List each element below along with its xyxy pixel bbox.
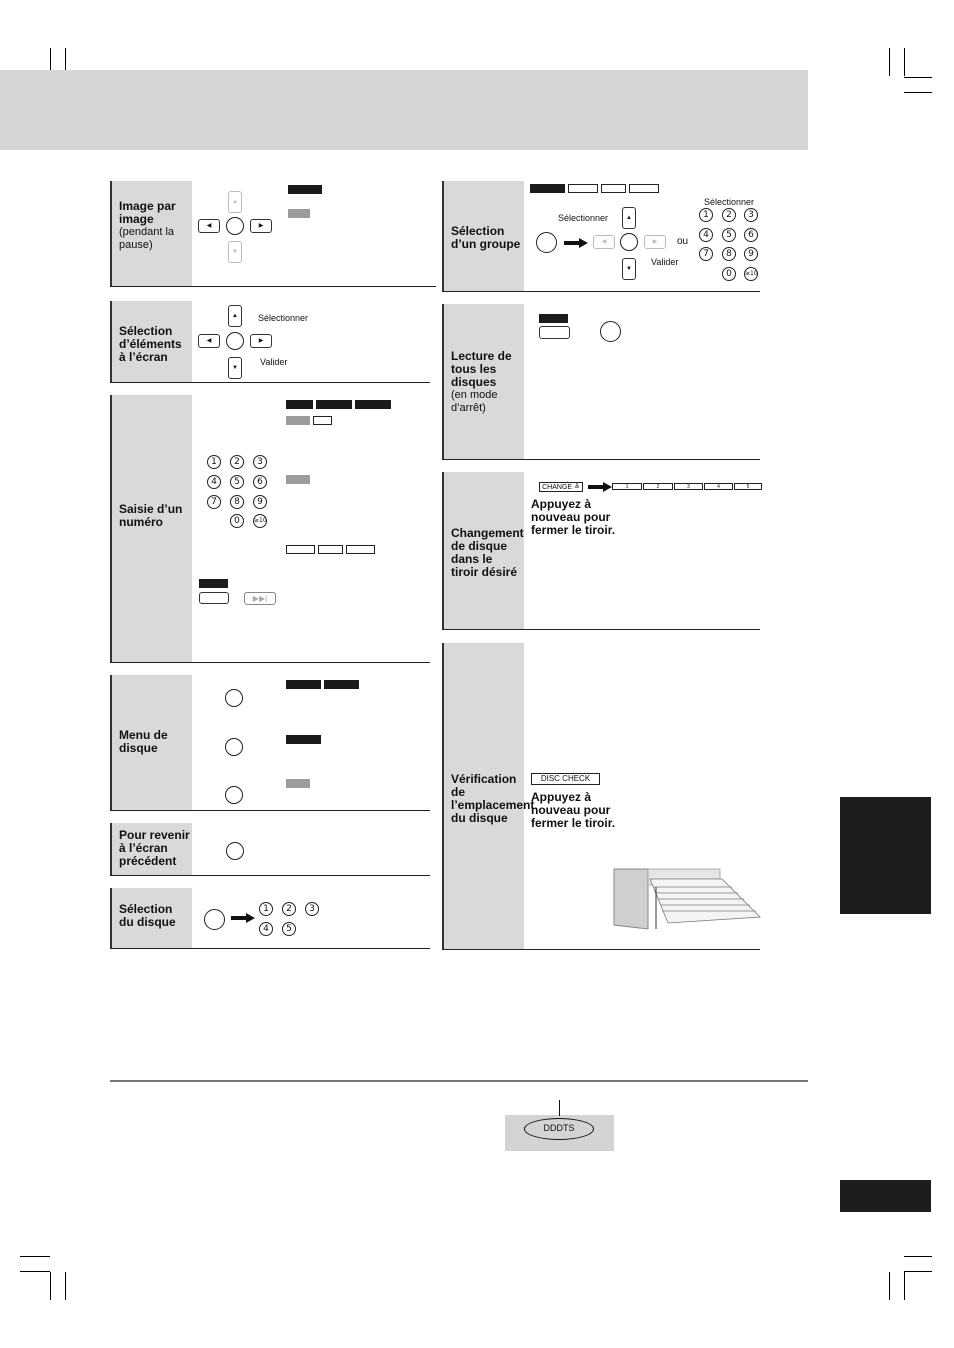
tray-2[interactable]: 2 bbox=[643, 483, 673, 490]
crop-mark bbox=[20, 1271, 50, 1272]
number-key[interactable]: 7 bbox=[699, 247, 713, 261]
section-title: Sélection d’un groupe bbox=[451, 224, 521, 251]
section-group-select bbox=[442, 181, 760, 292]
crop-mark bbox=[20, 1256, 50, 1257]
disc-button[interactable] bbox=[204, 909, 225, 930]
skip-icon[interactable]: ▶▶| bbox=[244, 592, 276, 605]
tray-4[interactable]: 4 bbox=[704, 483, 733, 490]
all-discs-key[interactable] bbox=[539, 326, 570, 339]
section-back bbox=[110, 823, 430, 876]
section-label bbox=[110, 395, 192, 662]
select-keys-label: Sélectionner bbox=[704, 197, 755, 207]
crop-mark bbox=[904, 92, 932, 93]
disc-tray-illustration bbox=[610, 865, 762, 935]
section-select-items bbox=[110, 301, 430, 383]
crop-mark bbox=[904, 77, 932, 78]
number-key[interactable]: 6 bbox=[744, 228, 758, 242]
enter-button[interactable] bbox=[226, 217, 244, 235]
section-title: Menu de disque bbox=[119, 728, 168, 755]
number-key[interactable]: 4 bbox=[207, 475, 221, 489]
section-label bbox=[442, 304, 524, 459]
tray-1[interactable]: 1 bbox=[612, 483, 642, 490]
disc-number-key[interactable]: 2 bbox=[282, 902, 296, 916]
disc-number-key[interactable]: 5 bbox=[282, 922, 296, 936]
number-key[interactable]: 5 bbox=[230, 475, 244, 489]
disc-type-badge bbox=[286, 680, 321, 689]
close-instruction: Appuyez à nouveau pour fermer le tiroir. bbox=[531, 790, 616, 830]
number-key[interactable]: 2 bbox=[230, 455, 244, 469]
disc-type-badge bbox=[286, 475, 310, 484]
play-button[interactable] bbox=[600, 321, 621, 342]
disc-number-key[interactable]: 1 bbox=[259, 902, 273, 916]
disc-type-badge bbox=[286, 400, 313, 409]
right-key[interactable]: ▶ bbox=[250, 219, 272, 233]
right-key[interactable]: ▶ bbox=[644, 235, 666, 249]
section-label bbox=[442, 181, 524, 291]
disc-type-badge bbox=[316, 400, 352, 409]
disc-type-badge bbox=[568, 184, 598, 193]
section-label bbox=[442, 643, 535, 949]
number-key[interactable]: 9 bbox=[253, 495, 267, 509]
number-key[interactable]: 2 bbox=[722, 208, 736, 222]
divider bbox=[110, 1080, 808, 1082]
disc-type-badge bbox=[629, 184, 659, 193]
section-disc-menu bbox=[110, 675, 430, 811]
number-key[interactable]: 9 bbox=[744, 247, 758, 261]
section-title: Changement de disque dans le tiroir désiré bbox=[451, 526, 524, 579]
section-title: Vérification de l’emplacement du disque bbox=[451, 772, 535, 825]
number-key[interactable]: 4 bbox=[699, 228, 713, 242]
section-title: Sélection du disque bbox=[119, 902, 176, 929]
up-key[interactable]: ▲ bbox=[228, 191, 242, 213]
number-key[interactable]: 5 bbox=[722, 228, 736, 242]
menu-button[interactable] bbox=[225, 689, 243, 707]
section-disc-select bbox=[110, 888, 430, 949]
disc-number-key[interactable]: 4 bbox=[259, 922, 273, 936]
number-key[interactable]: 3 bbox=[744, 208, 758, 222]
section-label bbox=[442, 472, 524, 629]
disc-type-badge bbox=[601, 184, 626, 193]
section-change-disc bbox=[442, 472, 760, 630]
group-button[interactable] bbox=[536, 232, 557, 253]
number-key[interactable]: ≥10 bbox=[253, 514, 267, 528]
crop-mark bbox=[65, 1272, 66, 1300]
section-label bbox=[110, 888, 192, 948]
tray-5[interactable]: 5 bbox=[734, 483, 762, 490]
tray-3[interactable]: 3 bbox=[674, 483, 703, 490]
right-key[interactable]: ▶ bbox=[250, 334, 272, 348]
number-key[interactable]: 7 bbox=[207, 495, 221, 509]
section-label bbox=[110, 301, 192, 382]
section-all-discs bbox=[442, 304, 760, 460]
number-key[interactable]: 0 bbox=[230, 514, 244, 528]
section-number-entry bbox=[110, 395, 430, 663]
top-menu-button[interactable] bbox=[225, 738, 243, 756]
validate-label: Valider bbox=[260, 357, 288, 367]
disc-check-button[interactable]: DISC CHECK bbox=[531, 773, 600, 785]
section-title: Sélection d’éléments à l’écran bbox=[119, 324, 182, 364]
enter-button[interactable] bbox=[226, 332, 244, 350]
disc-type-badge bbox=[286, 779, 310, 788]
crop-mark bbox=[889, 1272, 890, 1300]
disc-type-badge bbox=[288, 209, 310, 218]
number-key[interactable]: ≥10 bbox=[744, 267, 758, 281]
crop-mark bbox=[904, 1256, 932, 1257]
crop-mark bbox=[889, 48, 890, 76]
select-label: Sélectionner bbox=[258, 313, 309, 323]
up-key[interactable]: ▲ bbox=[622, 207, 636, 229]
crop-mark bbox=[50, 1272, 51, 1300]
section-title: Pour revenir à l’écran précédent bbox=[119, 828, 190, 868]
playlist-button[interactable] bbox=[225, 786, 243, 804]
crop-mark bbox=[904, 1271, 932, 1272]
disc-type-badge bbox=[324, 680, 359, 689]
arrow-right-icon bbox=[564, 238, 588, 248]
section-label bbox=[110, 823, 192, 875]
disc-type-badge bbox=[286, 545, 315, 554]
header-banner bbox=[0, 70, 808, 150]
disc-type-badge bbox=[199, 579, 228, 588]
number-key[interactable]: 8 bbox=[722, 247, 736, 261]
disc-type-badge bbox=[286, 416, 310, 425]
section-title: Saisie d’un numéro bbox=[119, 502, 183, 529]
pointer-line bbox=[559, 1100, 560, 1116]
disc-type-badge bbox=[346, 545, 375, 554]
validate-label: Valider bbox=[651, 257, 679, 267]
arrow-right-icon bbox=[231, 913, 255, 923]
left-key[interactable]: ◀ bbox=[198, 219, 220, 233]
down-key[interactable]: ▼ bbox=[622, 258, 636, 280]
section-frame-by-frame bbox=[110, 181, 436, 287]
dts-indicator: DDDTS bbox=[524, 1118, 594, 1140]
disc-type-badge bbox=[530, 184, 565, 193]
change-button[interactable]: CHANGE ≜ bbox=[539, 482, 583, 492]
disc-type-badge bbox=[355, 400, 391, 409]
down-key[interactable]: ▼ bbox=[228, 357, 242, 379]
section-title: Lecture de tous les disques (en mode d’arrêt) bbox=[451, 349, 512, 414]
number-key[interactable]: 0 bbox=[722, 267, 736, 281]
enter-button[interactable] bbox=[620, 233, 638, 251]
select-label: Sélectionner bbox=[558, 213, 609, 223]
disc-type-badge bbox=[539, 314, 568, 323]
confirm-key[interactable] bbox=[199, 592, 229, 604]
section-disc-check bbox=[442, 643, 760, 950]
number-key[interactable]: 1 bbox=[699, 208, 713, 222]
disc-number-key[interactable]: 3 bbox=[305, 902, 319, 916]
section-title: Image par image (pendant la pause) bbox=[119, 199, 176, 251]
side-tab bbox=[840, 797, 931, 914]
return-button[interactable] bbox=[226, 842, 244, 860]
left-key[interactable]: ◀ bbox=[198, 334, 220, 348]
disc-type-badge bbox=[318, 545, 343, 554]
page-number-tab bbox=[840, 1180, 931, 1212]
down-key[interactable]: ▼ bbox=[228, 241, 242, 263]
number-key[interactable]: 3 bbox=[253, 455, 267, 469]
or-label: ou bbox=[677, 236, 689, 247]
crop-mark bbox=[904, 1272, 905, 1300]
close-instruction: Appuyez à nouveau pour fermer le tiroir. bbox=[531, 497, 616, 537]
arrow-right-icon bbox=[588, 482, 612, 492]
number-key[interactable]: 1 bbox=[207, 455, 221, 469]
disc-type-badge bbox=[288, 185, 322, 194]
number-key[interactable]: 8 bbox=[230, 495, 244, 509]
section-label bbox=[110, 675, 192, 810]
up-key[interactable]: ▲ bbox=[228, 305, 242, 327]
number-key[interactable]: 6 bbox=[253, 475, 267, 489]
section-label bbox=[110, 181, 192, 286]
crop-mark bbox=[904, 48, 905, 76]
left-key[interactable]: ◀ bbox=[593, 235, 615, 249]
disc-type-badge bbox=[313, 416, 332, 425]
disc-type-badge bbox=[286, 735, 321, 744]
